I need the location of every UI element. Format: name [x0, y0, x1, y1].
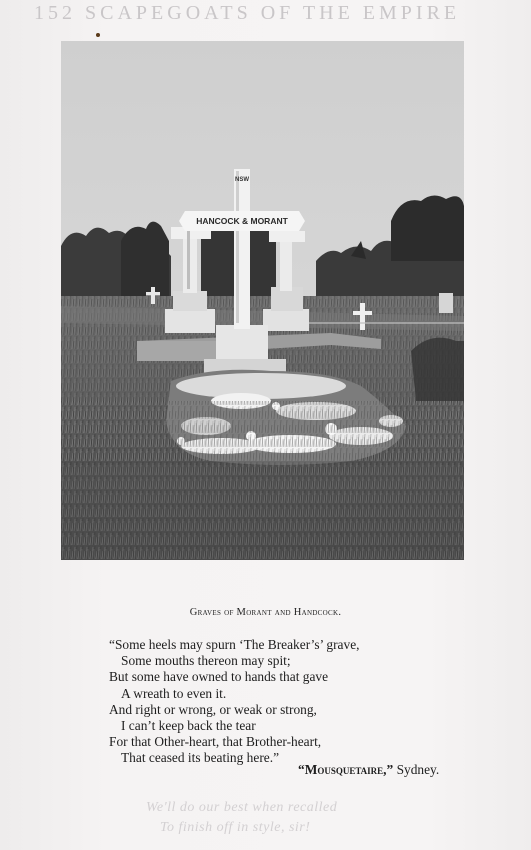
bleed-through-header: 152 SCAPEGOATS OF THE EMPIRE — [34, 2, 461, 24]
poem-line: And right or wrong, or weak or strong, — [109, 701, 317, 717]
poem-stanza — [109, 637, 360, 767]
poem-line: A wreath to even it. — [121, 685, 227, 701]
attribution-pen-name: “Mousquetaire,” — [298, 762, 394, 777]
poem-line: But some have owned to hands that gave — [109, 669, 329, 685]
poem-line: I can’t keep back the tear — [121, 718, 256, 734]
poem-line: “Some heels may spurn ‘The Breaker’s’ grave, — [109, 637, 360, 652]
ink-speck — [96, 33, 100, 37]
cross-top-inscription: NSW — [235, 177, 249, 183]
cross-bar-inscription: HANCOCK & MORANT — [196, 216, 288, 226]
photo-caption: Graves of Morant and Handcock. — [189, 607, 342, 618]
poem-line: Some mouths thereon may spit; — [121, 653, 291, 669]
bleed-through-footer-line: To finish off in style, sir! — [160, 820, 311, 835]
poem-attribution — [298, 762, 439, 778]
bleed-through-footer-line: We'll do our best when recalled — [146, 800, 338, 815]
poem-line: For that Other-heart, that Brother-heart, — [109, 734, 322, 750]
poem-line: That ceased its beating here.” — [121, 750, 280, 766]
grave-photograph — [61, 41, 464, 560]
attribution-place: Sydney. — [393, 762, 440, 777]
grave-photo-illustration — [61, 41, 464, 560]
